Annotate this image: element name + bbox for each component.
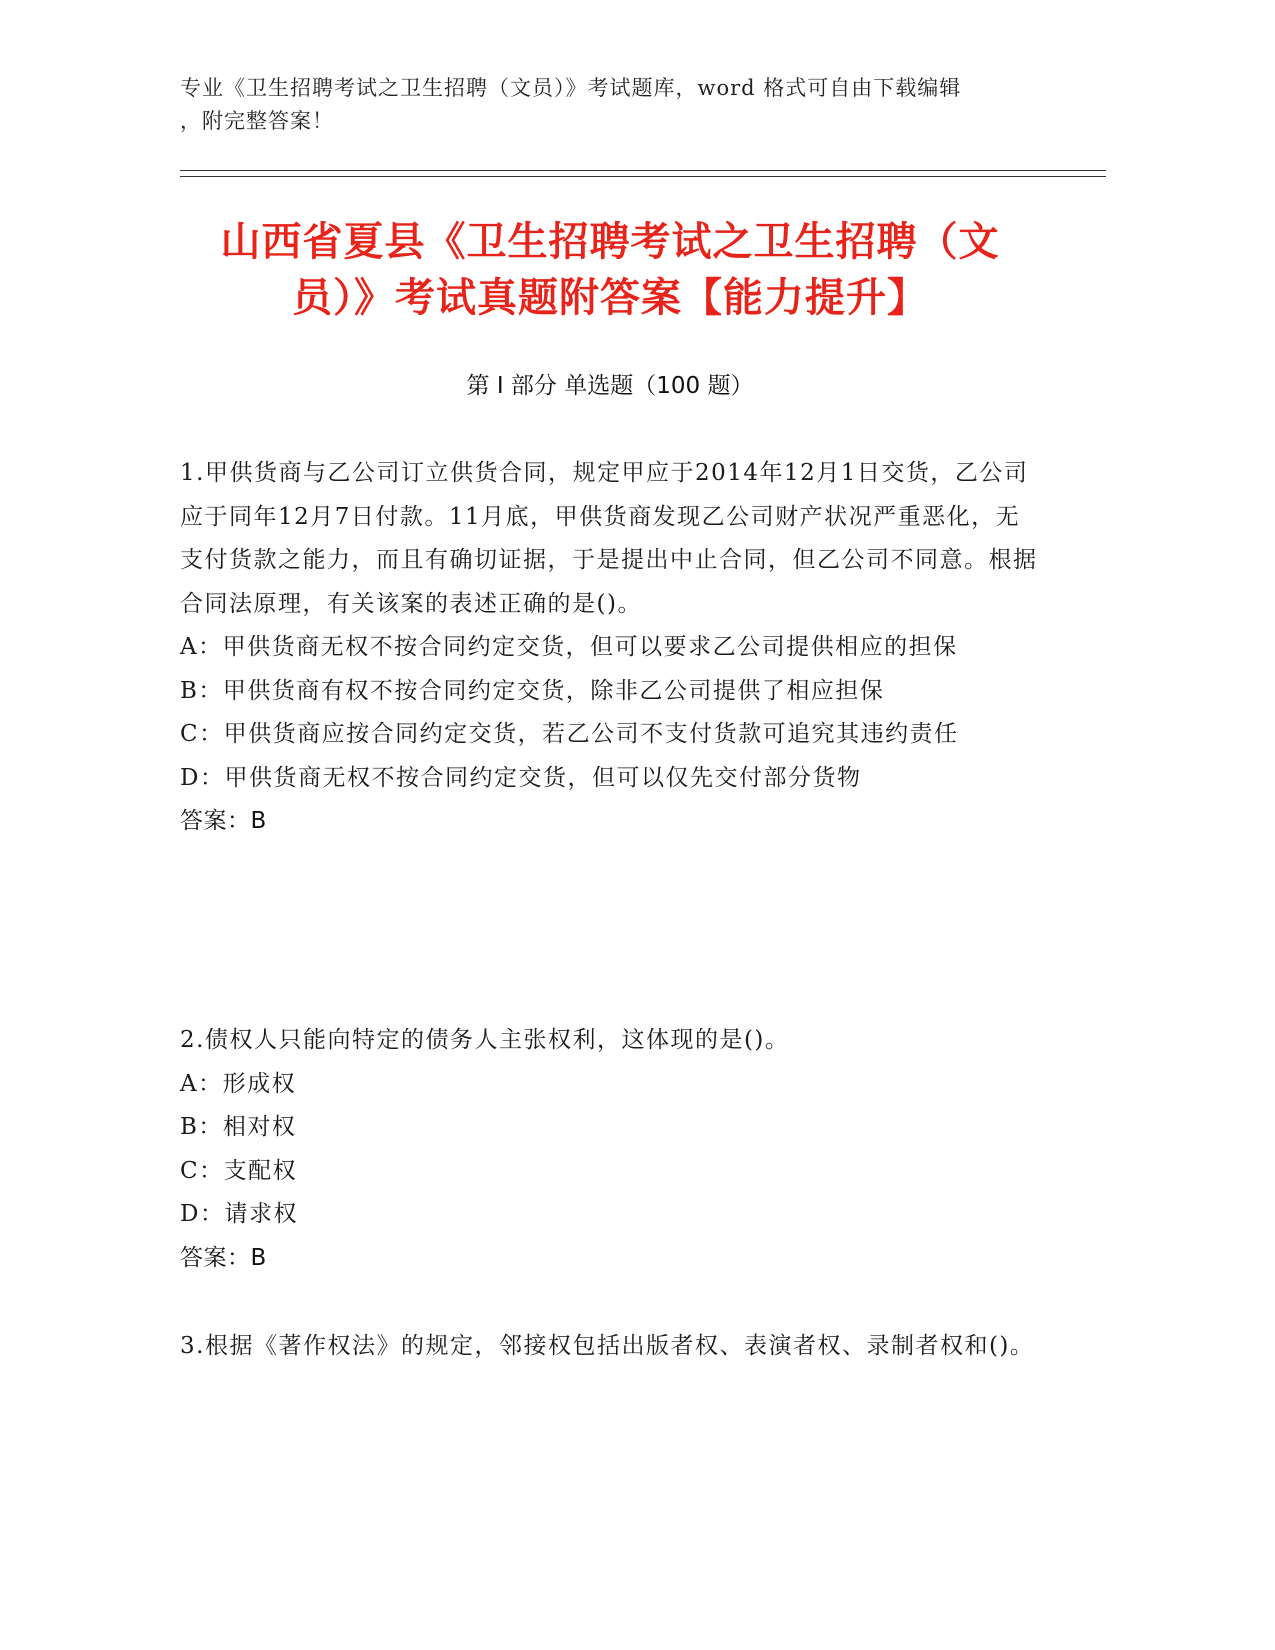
option-a: A：甲供货商无权不按合同约定交货，但可以要求乙公司提供相应的担保 bbox=[180, 634, 958, 660]
answer: 答案：B bbox=[180, 808, 267, 834]
option-c: C：支配权 bbox=[180, 1157, 298, 1184]
header-divider-bottom bbox=[180, 176, 1106, 177]
option-c: C：甲供货商应按合同约定交货，若乙公司不支付货款可追究其违约责任 bbox=[180, 721, 959, 747]
option-d: D：请求权 bbox=[180, 1201, 298, 1227]
answer: 答案：B bbox=[180, 1244, 267, 1271]
option-b: B：相对权 bbox=[180, 1114, 297, 1140]
question-1 bbox=[180, 452, 1040, 844]
header-note bbox=[180, 72, 1060, 138]
question-stem: 2.债权人只能向特定的债务人主张权利，这体现的是()。 bbox=[180, 1027, 790, 1053]
question-stem: 1.甲供货商与乙公司订立供货合同，规定甲应于2014年12月1日交货，乙公司应于同年12月7日付款。11月底，甲供货商发现乙公司财产状况严重恶化，无支付货款之能力，而且有确切证据，于是提出中止合同，但乙公司不同意。根据合同法原理，有关该案的表述正确的是()。 bbox=[180, 460, 1038, 617]
document-title-line-2: 员）》考试真题附答案【能力提升】 bbox=[292, 275, 928, 321]
question-2 bbox=[180, 1019, 1040, 1280]
option-a: A：形成权 bbox=[180, 1070, 297, 1097]
question-3 bbox=[180, 1325, 1040, 1369]
option-d: D：甲供货商无权不按合同约定交货，但可以仅先交付部分货物 bbox=[180, 764, 862, 791]
option-b: B：甲供货商有权不按合同约定交货，除非乙公司提供了相应担保 bbox=[180, 677, 885, 704]
question-stem: 3.根据《著作权法》的规定，邻接权包括出版者权、表演者权、录制者权和()。 bbox=[180, 1333, 1035, 1359]
section-title: 第 I 部分 单选题（100 题） bbox=[466, 373, 754, 399]
header-note-line-1: 专业《卫生招聘考试之卫生招聘（文员）》考试题库，word 格式可自由下载编辑 bbox=[180, 76, 962, 100]
document-title bbox=[180, 214, 1040, 326]
header-note-line-2: ，附完整答案！ bbox=[180, 109, 334, 133]
document-title-line-1: 山西省夏县《卫生招聘考试之卫生招聘（文 bbox=[220, 219, 1000, 265]
header-divider-top bbox=[180, 170, 1106, 171]
